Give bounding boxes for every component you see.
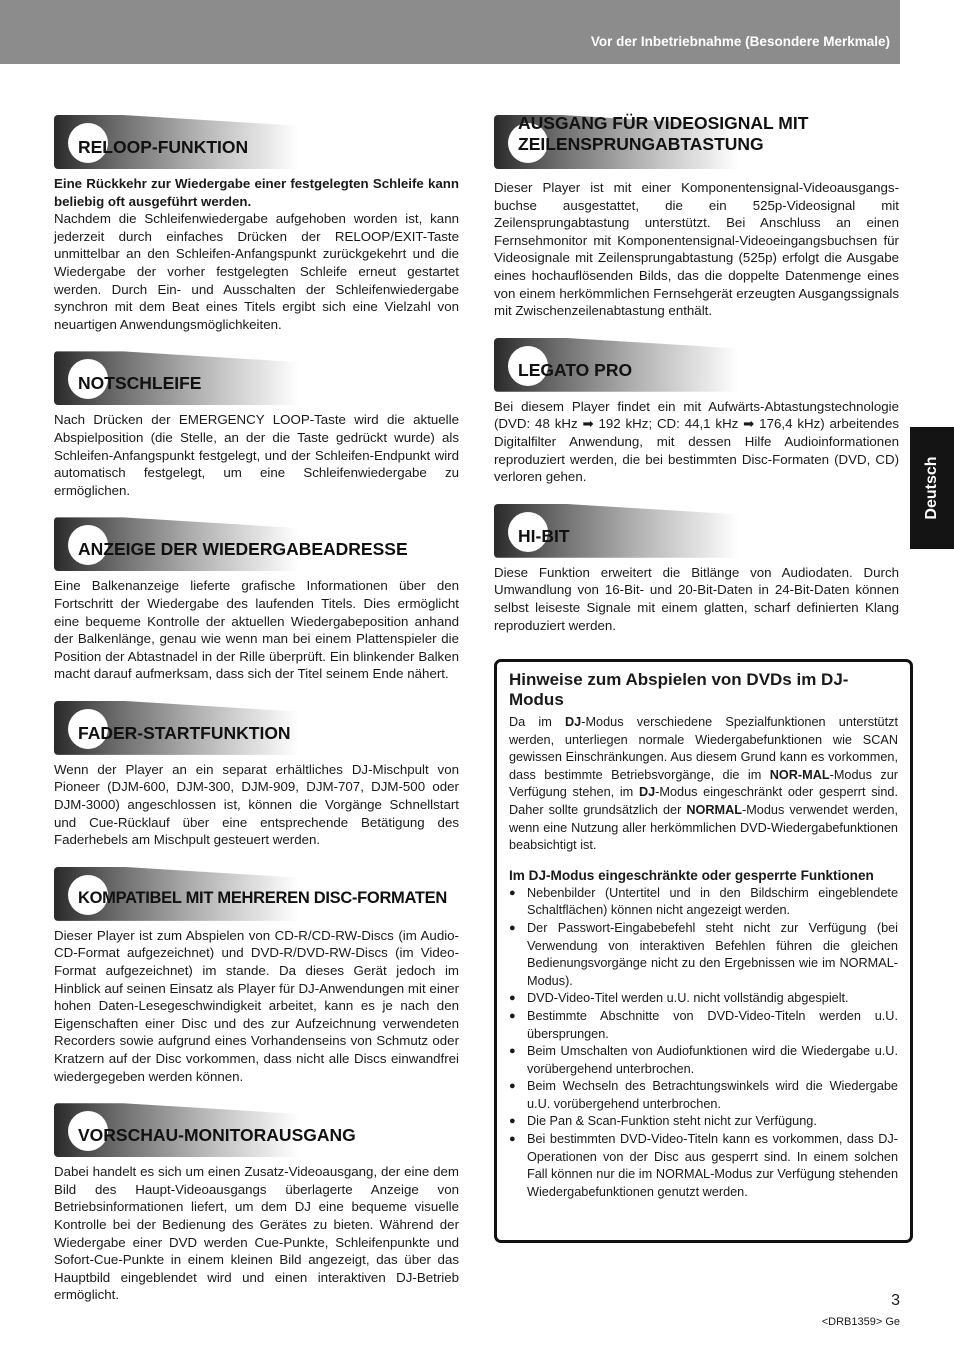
bullet-icon: ● xyxy=(509,1115,516,1128)
section-heading xyxy=(54,699,459,757)
section-reloop xyxy=(54,113,459,333)
notice-subtitle: Im DJ-Modus eingeschränkte oder gesperrte Funktionen xyxy=(509,867,874,883)
section-lead: Eine Rückkehr zur Wiedergabe einer festgelegten Schleife kann beliebig oft ausgeführt werden. xyxy=(54,176,459,209)
section-heading xyxy=(494,113,899,175)
intro-emphasis: DJ xyxy=(638,785,656,800)
list-item-text: Die Pan & Scan-Funktion steht nicht zur Verfügung. xyxy=(527,1114,817,1129)
page-number: 3 xyxy=(891,1292,900,1309)
intro-text: -Modus verwendet werden, wenn eine Nutzung aller herkömmlichen DVD-Wiedergabefunktionen beabsichtigt ist. xyxy=(509,802,898,853)
list-item-text: Der Passwort-Eingabebefehl steht nicht zur Verfügung (bei Verwendung von interaktiven Befehlen führen die gleichen Bedienungsvorgänge nicht zu den Ergebnissen wie im NORMAL-Modus). xyxy=(527,920,898,988)
section-body: Dieser Player ist mit einer Komponentensignal-Videoausgangs-buchse ausgestattet, die ein 525p-Videosignal mit Zeilensprungabtastung unterstützt. Bei Anschluss an einen Fernsehmonitor mit Komponentensignal-Videoeingangsbuchsen für Videosignale mit Zeilensprungabtastung (525p) erfolgt die Ausgabe eines hochauflösenden Bilds, das die doppelte Datenmenge eines von einem herkömmlichen Fernsehgerät erzeugten Ausgangssignals mit Zwischenzeilenabtastung enthält. xyxy=(494,180,899,319)
section-heading xyxy=(54,865,459,923)
bullet-icon: ● xyxy=(509,992,516,1005)
list-item-text: Bei bestimmten DVD-Video-Titeln kann es vorkommen, dass DJ-Operationen von der Disc aus gesperrt sind. In einem solchen Fall können nur die im NORMAL-Modus zur Verfügung stehenden Wiedergabefunktionen genutzt werden. xyxy=(527,1132,898,1199)
section-body: Bei diesem Player findet ein mit Aufwärts-Abtastungstechnologie (DVD: 48 kHz ➡ 192 kHz; CD: 44,1 kHz ➡ 176,4 kHz) arbeitendes Digitalfilter Anwendung, mit dessen Hilfe Audioinformationen reproduziert werden, die bei bestimmten Disc-Formaten (DVD, CD) verloren gehen. xyxy=(494,398,899,485)
section-title: HI-BIT xyxy=(518,525,570,546)
intro-emphasis: DJ xyxy=(565,715,582,729)
section-title: FADER-STARTFUNKTION xyxy=(78,722,291,743)
document-code: <DRB1359> Ge xyxy=(821,1316,900,1328)
notice-intro xyxy=(509,714,898,855)
header-title: Vor der Inbetriebnahme (Besondere Merkmale) xyxy=(590,34,890,49)
section-monitorausgang xyxy=(54,1101,459,1304)
section-notschleife xyxy=(54,349,459,499)
restriction-list xyxy=(509,885,898,1202)
list-item xyxy=(509,1008,898,1043)
bullet-icon: ● xyxy=(509,1133,516,1146)
dj-mode-notice-box xyxy=(494,659,913,1243)
intro-text: -Modus verschiedene Spezialfunktionen unterstützt werden, unterliegen normale Wiedergabefunktionen wie SCAN gewissen Einschränkungen. Aus diesem Grund kann es vorkommen, dass bestimmte Betriebsvorgänge, die im xyxy=(509,715,899,782)
section-body: Eine Balkenanzeige lieferte grafische Informationen über den Fortschritt der Wiedergabe des laufenden Titels. Dies ermöglicht eine bequeme Kontrolle der aktuellen Wiedergabeposition anhand der Balkenlänge, genau wie wenn man bei einem Plattenspieler die Position der Abtastnadel in der Rille überprüft. Ein blinkender Balken macht darauf aufmerksam, dass sich der Titel seinem Ende nähert. xyxy=(54,578,459,682)
section-title: KOMPATIBEL MIT MEHREREN DISC-FORMATEN xyxy=(78,888,447,907)
section-title: NOTSCHLEIFE xyxy=(78,373,202,394)
section-title: RELOOP-FUNKTION xyxy=(78,137,249,157)
list-item xyxy=(509,885,898,920)
list-item-text: Nebenbilder (Untertitel und in den Bildschirm eingeblendete Schaltflächen) können nicht angezeigt werden. xyxy=(527,885,898,918)
bullet-icon: ● xyxy=(509,921,516,934)
bullet-icon: ● xyxy=(509,886,516,899)
list-item xyxy=(509,1113,898,1131)
notice-title: Hinweise zum Abspielen von DVDs im DJ-Modus xyxy=(509,670,849,709)
list-item-text: Bestimmte Abschnitte von DVD-Video-Titeln werden u.U. übersprungen. xyxy=(527,1008,898,1041)
right-column xyxy=(494,113,899,650)
list-item xyxy=(509,920,898,990)
section-body: Diese Funktion erweitert die Bitlänge von Audiodaten. Durch Umwandlung von 16-Bit- und 20-Bit-Daten in 24-Bit-Daten können selbst leiseste Signale mit einem glatten, scharf definierten Klang reproduziert werden. xyxy=(494,564,899,633)
section-title: LEGATO PRO xyxy=(518,359,633,380)
list-item xyxy=(509,1131,898,1201)
section-disc-formate xyxy=(54,865,459,1085)
intro-text: Da im xyxy=(509,715,566,729)
section-fader-start xyxy=(54,699,459,849)
list-item-text: DVD-Video-Titel werden u.U. nicht vollständig abgespielt. xyxy=(527,991,849,1006)
section-heading xyxy=(54,1101,459,1159)
header-bar xyxy=(0,0,900,64)
section-heading xyxy=(54,349,459,407)
section-videosignal xyxy=(494,113,899,320)
section-wiedergabeadresse xyxy=(54,515,459,683)
intro-emphasis: NORMAL xyxy=(686,802,742,817)
section-title: AUSGANG FÜR VIDEOSIGNAL MIT ZEILENSPRUNGABTASTUNG xyxy=(518,113,809,154)
section-body: Dabei handelt es sich um einen Zusatz-Videoausgang, der eine dem Bild des Haupt-Videoausgangs überlagerte Anzeige von Betriebsinformationen liefert, um dem DJ eine bequeme visuelle Kontrolle bei der Bedienung des Gerätes zu bieten. Während der Wiedergabe einer DVD werden Cue-Punkte, Schleifenpunkte und Sofort-Cue-Punkte in einem kleinen Bild angezeigt, das über das Hauptbild eingeblendet wird und einen interaktiven DJ-Betrieb ermöglicht. xyxy=(54,1164,459,1303)
intro-text: -Modus zur Verfügung stehen, im xyxy=(509,767,898,800)
section-title: ANZEIGE DER WIEDERGABEADRESSE xyxy=(78,539,408,560)
section-title: VORSCHAU-MONITORAUSGANG xyxy=(78,1125,356,1146)
list-item xyxy=(509,1078,898,1113)
intro-emphasis: NOR-MAL xyxy=(769,767,830,782)
bullet-icon: ● xyxy=(509,1009,516,1022)
list-item xyxy=(509,990,898,1008)
list-item xyxy=(509,1043,898,1078)
section-heading xyxy=(54,113,459,171)
intro-text: -Modus eingeschränkt oder gesperrt sind. Daher sollte grundsätzlich der xyxy=(509,785,898,817)
language-tab-label: Deutsch xyxy=(923,456,940,520)
section-hi-bit xyxy=(494,502,899,634)
language-tab xyxy=(910,427,954,549)
list-item-text: Beim Wechseln des Betrachtungswinkels wird die Wiedergabe u.U. vorübergehend unterbrochen. xyxy=(527,1079,898,1111)
section-heading xyxy=(494,502,899,560)
bullet-icon: ● xyxy=(509,1080,516,1093)
section-heading xyxy=(54,515,459,573)
left-column xyxy=(54,113,459,1320)
section-legato-pro xyxy=(494,336,899,486)
bullet-icon: ● xyxy=(509,1045,516,1058)
section-body: Wenn der Player an ein separat erhältliches DJ-Mischpult von Pioneer (DJM-600, DJM-300, DJM-909, DJM-707, DJM-500 oder DJM-3000) angeschlossen ist, können die Vorgänge Schnellstart und Cue-Rücklauf über eine entsprechende Betätigung des Faderhebels am Mischpult gesteuert werden. xyxy=(54,761,459,848)
list-item-text: Beim Umschalten von Audiofunktionen wird die Wiedergabe u.U. vorübergehend unterbrochen. xyxy=(527,1044,898,1076)
section-body: Nach Drücken der EMERGENCY LOOP-Taste wird die aktuelle Abspielposition (die Stelle, an der die Taste gedrückt wurde) als Schleifen-Anfangspunkt festgelegt, und der Schleifen-Endpunkt wird automatisch festgelegt, um eine Schleifenwiedergabe zu ermöglichen. xyxy=(54,412,459,498)
section-body: Dieser Player ist zum Abspielen von CD-R/CD-RW-Discs (im Audio-CD-Format aufgezeichnet) und DVD-R/DVD-RW-Discs (im Video-Format aufgezeichnet) im stande. Da dieses Gerät jedoch im Hinblick auf seinen Einsatz als Player für DJ-Anwendungen mit einer hohen Daten-Lesegeschwindigkeit arbeitet, kann es je nach den Eigenschaften einer Disc und des zur Aufzeichnung verwendeten Recorders sowie aufgrund eines Vorhandenseins von Schmutz oder Kratzern auf der Disc vorkommen, dass nicht alle Discs einwandfrei wiedergegeben werden können. xyxy=(54,927,459,1084)
section-heading xyxy=(494,336,899,394)
section-body: Nachdem die Schleifenwiedergabe aufgehoben worden ist, kann jederzeit durch einfaches Drücken der RELOOP/EXIT-Taste unmittelbar an den Schleifen-Anfangspunkt zurückgekehrt und die Wiedergabe der vorher festgelegten Schleife erneut gestartet werden. Durch Ein- und Ausschalten der Schleifenwiedergabe synchron mit dem Beat eines Titels ergibt sich eine Vielzahl von neuartigen Anwendungsmöglichkeiten. xyxy=(54,211,459,332)
